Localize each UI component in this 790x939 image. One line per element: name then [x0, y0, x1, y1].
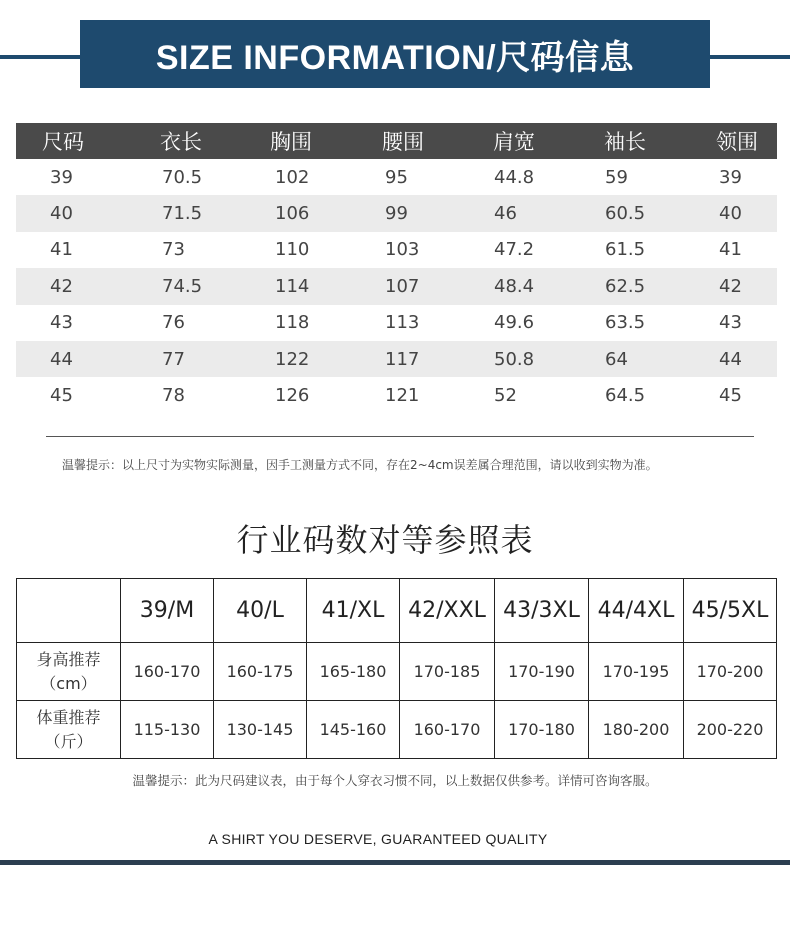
table-cell: 45: [719, 385, 742, 407]
weight-value: 160-170: [400, 701, 495, 759]
weight-label: [17, 701, 121, 759]
table-cell: 48.4: [494, 275, 535, 297]
table-cell: 95: [385, 166, 408, 188]
table-cell: 113: [385, 312, 420, 334]
table-cell: 44: [719, 348, 742, 370]
size-table-body: [16, 159, 777, 414]
page-title: SIZE INFORMATION/尺码信息: [80, 20, 710, 88]
table-cell: 74.5: [162, 275, 203, 297]
weight-value: 170-180: [495, 701, 589, 759]
weight-label-main: 体重推荐: [36, 707, 101, 727]
slogan: A SHIRT YOU DESERVE, GUARANTEED QUALITY: [208, 831, 548, 847]
table-cell: 103: [385, 239, 420, 261]
table-cell: 99: [385, 203, 408, 225]
height-label: [17, 643, 121, 701]
column-header: 肩宽: [493, 130, 535, 154]
height-label-unit: （cm）: [40, 673, 97, 693]
column-header: 胸围: [270, 130, 312, 154]
header-rule-right: [710, 55, 790, 59]
table-row: [16, 268, 777, 304]
height-value: 170-190: [495, 643, 589, 701]
table-row: [16, 195, 777, 231]
table-cell: 70.5: [162, 166, 203, 188]
table-row: [16, 305, 777, 341]
table-cell: 41: [719, 239, 742, 261]
table-cell: 49.6: [494, 312, 535, 334]
table-cell: 44.8: [494, 166, 535, 188]
table-cell: 63.5: [605, 312, 646, 334]
header-rule-left: [0, 55, 80, 59]
weight-value: 115-130: [121, 701, 214, 759]
size-cell: 43/3XL: [495, 579, 589, 643]
column-header: 袖长: [604, 130, 646, 154]
table-cell: 46: [494, 203, 517, 225]
table-cell: 122: [275, 348, 310, 370]
table-cell: 117: [385, 348, 420, 370]
size-cell: 39/M: [121, 579, 214, 643]
table-cell: 40: [719, 203, 742, 225]
weight-label-unit: （斤）: [44, 731, 93, 751]
reference-title: 行业码数对等参照表: [236, 521, 534, 559]
height-label-main: 身高推荐: [36, 649, 101, 669]
height-value: 160-170: [121, 643, 214, 701]
size-cell: 42/XXL: [400, 579, 495, 643]
weight-value: 130-145: [214, 701, 307, 759]
table-cell: 43: [50, 312, 73, 334]
size-cell: 44/4XL: [589, 579, 684, 643]
table-cell: 44: [50, 348, 73, 370]
table-cell: 40: [50, 203, 73, 225]
column-header: 领围: [716, 130, 758, 154]
table-cell: 39: [50, 166, 73, 188]
table-cell: 59: [605, 166, 628, 188]
table-cell: 106: [275, 203, 310, 225]
table-cell: 41: [50, 239, 73, 261]
table-cell: 102: [275, 166, 310, 188]
weight-value: 180-200: [589, 701, 684, 759]
height-value: 170-195: [589, 643, 684, 701]
column-header: 衣长: [160, 130, 202, 154]
table-row: [16, 159, 777, 195]
table-cell: 121: [385, 385, 420, 407]
table-cell: 64.5: [605, 385, 646, 407]
table-cell: 118: [275, 312, 310, 334]
table-cell: 42: [50, 275, 73, 297]
divider: [46, 436, 754, 437]
weight-value: 200-220: [684, 701, 777, 759]
height-value: 165-180: [307, 643, 400, 701]
table-cell: 64: [605, 348, 628, 370]
height-value: 170-200: [684, 643, 777, 701]
column-header: 腰围: [382, 130, 424, 154]
table-cell: 114: [275, 275, 310, 297]
table-cell: 43: [719, 312, 742, 334]
table-cell: 50.8: [494, 348, 535, 370]
table-cell: 110: [275, 239, 310, 261]
table-cell: 39: [719, 166, 742, 188]
weight-row: [17, 701, 777, 759]
footer-rule: [0, 860, 790, 865]
table-cell: 126: [275, 385, 310, 407]
table-cell: 73: [162, 239, 185, 261]
size-cell: 40/L: [214, 579, 307, 643]
table-cell: 71.5: [162, 203, 203, 225]
size-table-header: [16, 123, 777, 159]
table-cell: 77: [162, 348, 185, 370]
table-cell: 45: [50, 385, 73, 407]
size-table: [16, 123, 777, 414]
table-cell: 107: [385, 275, 420, 297]
size-cell: 41/XL: [307, 579, 400, 643]
table-row: [16, 377, 777, 413]
recommendation-note: 温馨提示：此为尺码建议表，由于每个人穿衣习惯不同，以上数据仅供参考。详情可咨询客服。: [132, 773, 658, 788]
height-value: 160-175: [214, 643, 307, 701]
corner-cell: [17, 579, 121, 643]
table-cell: 52: [494, 385, 517, 407]
table-cell: 61.5: [605, 239, 646, 261]
table-cell: 78: [162, 385, 185, 407]
table-cell: 42: [719, 275, 742, 297]
table-cell: 76: [162, 312, 185, 334]
height-row: [17, 643, 777, 701]
size-cell: 45/5XL: [684, 579, 777, 643]
reference-header-row: [17, 579, 777, 643]
column-header: 尺码: [42, 130, 84, 154]
table-cell: 62.5: [605, 275, 646, 297]
height-value: 170-185: [400, 643, 495, 701]
weight-value: 145-160: [307, 701, 400, 759]
table-row: [16, 341, 777, 377]
table-cell: 60.5: [605, 203, 646, 225]
table-cell: 47.2: [494, 239, 535, 261]
table-row: [16, 232, 777, 268]
reference-table: [16, 578, 777, 759]
measurement-note: 温馨提示：以上尺寸为实物实际测量，因手工测量方式不同，存在2~4cm误差属合理范围，请以收到实物为准。: [62, 458, 658, 472]
